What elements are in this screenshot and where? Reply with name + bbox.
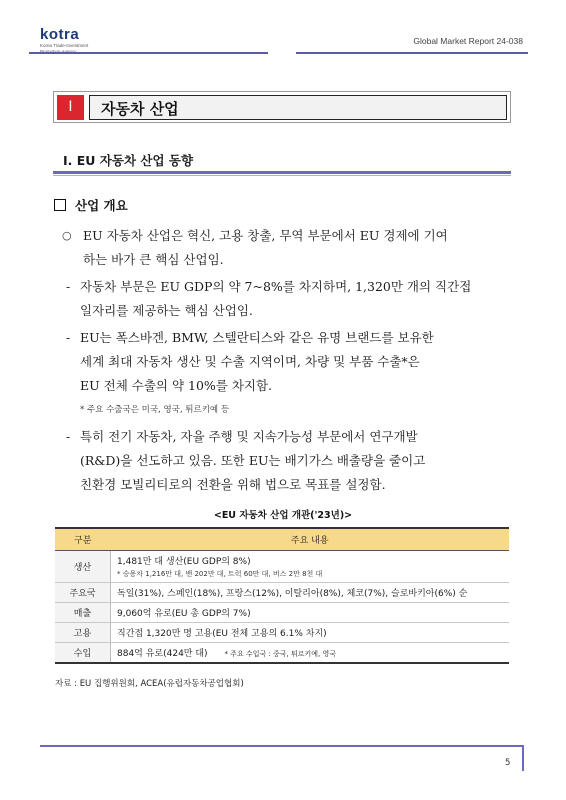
row-value-imports xyxy=(111,643,510,664)
header-rule-left xyxy=(29,52,268,54)
table-row xyxy=(55,603,509,623)
footer-rule xyxy=(40,745,524,747)
paragraph-4-line-1: 특히 전기 자동차, 자율 주행 및 지속가능성 부문에서 연구개발 xyxy=(80,429,418,444)
paragraph-4-line-3: 친환경 모빌리티로의 전환을 위해 법으로 목표를 설정함. xyxy=(80,477,386,492)
header-rule-right xyxy=(296,52,528,54)
checkbox-square-icon xyxy=(54,199,66,211)
paragraph-2-line-2: 일자리를 제공하는 핵심 산업임. xyxy=(80,303,253,318)
paragraph-3 xyxy=(80,326,434,398)
table-title: <EU 자동차 산업 개관('23년)> xyxy=(213,510,353,521)
row-key-revenue: 매출 xyxy=(55,603,111,623)
imports-note: * 주요 수입국 : 중국, 튀르키예, 영국 xyxy=(224,650,337,658)
paragraph-2-line-1: 자동차 부문은 EU GDP의 약 7~8%를 차지하며, 1,320만 개의 직간접 xyxy=(80,279,472,294)
report-title: Global Market Report 24-038 xyxy=(413,36,523,46)
subsection-heading xyxy=(54,196,128,214)
table-row xyxy=(55,623,509,643)
dash-bullet-1: - xyxy=(66,279,71,294)
paragraph-2 xyxy=(80,275,471,323)
chapter-number: Ⅰ xyxy=(57,95,84,120)
paragraph-1-line-2: 하는 바가 큰 핵심 산업임. xyxy=(83,252,224,267)
paragraph-1 xyxy=(83,224,448,272)
production-value: 1,481만 대 생산(EU GDP의 8%) xyxy=(117,557,251,567)
paragraph-3-line-1: EU는 폭스바겐, BMW, 스텔란티스와 같은 유명 브랜드를 보유한 xyxy=(80,330,434,345)
row-key-production: 생산 xyxy=(55,551,111,583)
chapter-title: 자동차 산업 xyxy=(101,100,179,118)
paragraph-4 xyxy=(80,425,425,497)
production-breakdown-note: * 승용차 1,216만 대, 밴 202만 대, 트럭 60만 대, 버스 2만 8천 대 xyxy=(117,570,323,578)
section-underline xyxy=(53,171,511,174)
footer-rule-vertical xyxy=(522,745,524,771)
table-header-row xyxy=(55,528,509,551)
dash-bullet-2: - xyxy=(66,330,71,345)
table-row xyxy=(55,583,509,603)
table-row xyxy=(55,643,509,664)
logo-subtitle-1: Korea Trade-Investment xyxy=(40,43,89,48)
row-key-countries: 주요국 xyxy=(55,583,111,603)
row-value-countries: 독일(31%), 스페인(18%), 프랑스(12%), 이탈리아(8%), 체코(7%), 슬로바키아(6%) 순 xyxy=(111,583,510,603)
row-value-production xyxy=(111,551,510,583)
circle-bullet-icon: ○ xyxy=(62,229,72,242)
imports-value: 884억 유로(424만 대) xyxy=(117,649,208,659)
row-key-employment: 고용 xyxy=(55,623,111,643)
table-header-content: 주요 내용 xyxy=(111,528,510,551)
dash-bullet-3: - xyxy=(66,429,71,444)
section-title: Ⅰ. EU 자동차 산업 동향 xyxy=(63,153,194,168)
row-key-imports: 수입 xyxy=(55,643,111,664)
row-value-employment: 직간접 1,320만 명 고용(EU 전체 고용의 6.1% 차지) xyxy=(111,623,510,643)
paragraph-3-line-2: 세계 최대 자동차 생산 및 수출 지역이며, 차량 및 부품 수출*은 xyxy=(80,354,420,369)
table-header-category: 구분 xyxy=(55,528,111,551)
paragraph-4-line-2: (R&D)을 선도하고 있음. 또한 EU는 배기가스 배출량을 줄이고 xyxy=(80,453,426,468)
row-value-revenue: 9,060억 유로(EU 총 GDP의 7%) xyxy=(111,603,510,623)
logo-wordmark: kotra xyxy=(40,26,80,43)
page-number: 5 xyxy=(505,758,511,768)
table-row xyxy=(55,551,509,583)
subsection-title: 산업 개요 xyxy=(75,198,128,213)
section-underline-thin xyxy=(53,175,511,176)
overview-table xyxy=(55,527,509,664)
table-source: 자료 : EU 집행위원회, ACEA(유럽자동차공업협회) xyxy=(55,679,244,689)
kotra-logo xyxy=(40,28,88,54)
paragraph-1-line-1: EU 자동차 산업은 혁신, 고용 창출, 무역 부문에서 EU 경제에 기여 xyxy=(83,228,448,243)
export-footnote: * 주요 수출국은 미국, 영국, 튀르키예 등 xyxy=(80,405,230,415)
paragraph-3-line-3: EU 전체 수출의 약 10%를 차지함. xyxy=(80,378,273,393)
